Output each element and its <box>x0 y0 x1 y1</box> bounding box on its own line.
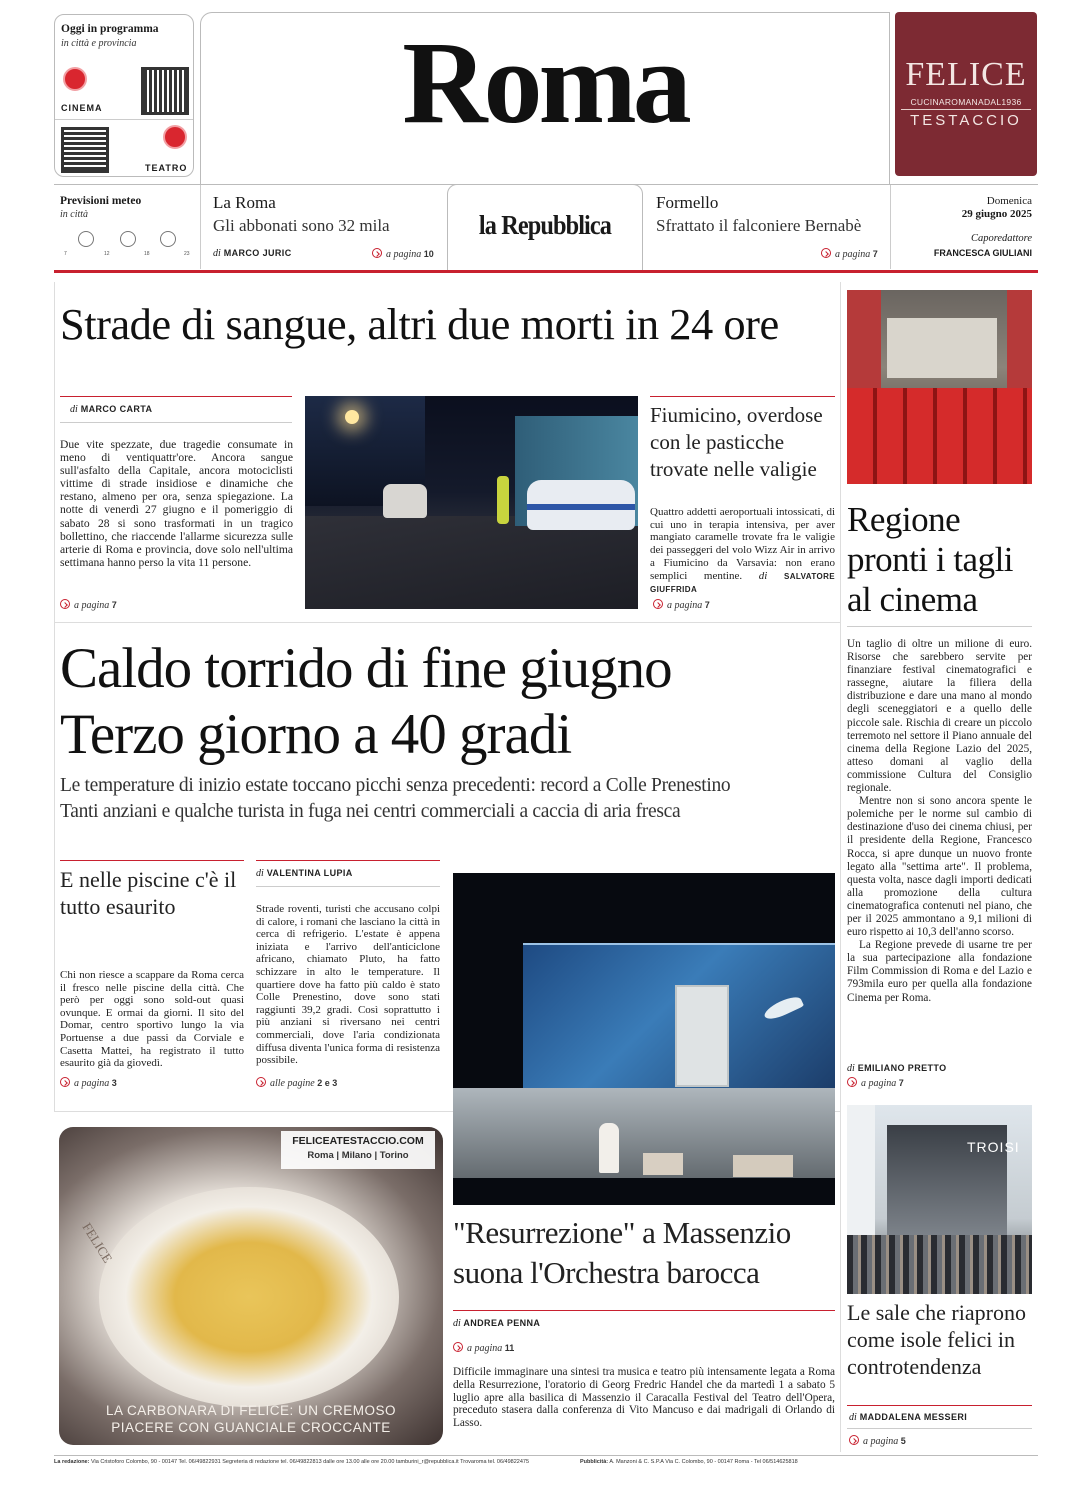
massenzio-headline[interactable]: "Resurrezione" a Massenzio suona l'Orchestra barocca <box>453 1215 791 1290</box>
felice-divider <box>901 109 1031 110</box>
felice-tagline: CUCINAROMANADAL1936 <box>910 97 1022 107</box>
meteo-subtitle: in città <box>60 209 89 220</box>
program-subtitle: in città e provincia <box>61 38 137 49</box>
heat-story-byline-rule <box>256 886 440 887</box>
meteo-hour: 23 <box>184 251 190 257</box>
footer-pubblicita: Pubblicità: A. Manzoni & C. S.P.A Via C. Colombo, 90 - 00147 Roma - Tel 06/514625818 <box>580 1459 798 1465</box>
heat-subhead-1: Le temperature di inizio estate toccano picchi senza precedenti: record a Colle Prenestino <box>60 775 731 796</box>
arrow-icon <box>60 599 70 609</box>
fiumicino-rule <box>650 396 835 397</box>
meteo-hour: 7 <box>64 251 67 257</box>
cinema-icon[interactable] <box>63 67 87 91</box>
cinema-label: CINEMA <box>61 103 103 113</box>
strip-left-title[interactable]: La Roma <box>213 193 276 212</box>
sun-icon <box>120 231 136 247</box>
sun-icon <box>160 231 176 247</box>
arrow-icon <box>60 1077 70 1087</box>
arrow-icon <box>256 1077 266 1087</box>
editor-role: Caporedattore <box>970 233 1032 244</box>
door-shape <box>675 985 729 1087</box>
troisi-sign: TROISI <box>967 1139 1020 1155</box>
heat-story-body: Strade roventi, turisti che accusano colpi di calore, i romani che lasciano la città in cerca di refrigerio. L'estate è appena iniziata e l'arrivo dell'anticiclone africano, chiamato Pluto, ha fatto schizzare in alto le temperature. Il quartiere dove ha fatto più caldo è stato Colle Prenestino, dove sono stati raggiunti 39,2 gradi. Così soprattutto i più anziani si riversano nei centri commerciali, dove l'aria condizionata diffusa diventa l'unica forma di resistenza possibile. <box>256 903 440 1067</box>
screen-shape <box>887 318 997 378</box>
regione-para-1: Un taglio di oltre un milione di euro. Risorse che sarebbero servite per finanziare festival cinematografici e rassegne, aiutare la filiera della distribuzione e dare una mano al mondo degli sceneggiatori e a quello delle piccole sale. Rischia di creare un piccolo terremoto nel settore il Piano annuale del cinema della Regione Lazio del 2025, atteso domani al vaglio della commissione Cultura del Consiglio regionale. <box>847 638 1032 795</box>
strip-right-ref[interactable]: a pagina 7 <box>821 247 878 260</box>
plate-shape <box>99 1187 399 1407</box>
massenzio-body: Difficile immaginare una sintesi tra musica e teatro più intensamente legata a Roma della Resurrezione, l'oratorio di Georg Fredric Handel che da martedì 1 a sabato 5 luglio apre alla basilica di Massenzio il Caracalla Festival del Teatro dell'Opera, preceduto stasera dalla conferenza di Vito Mancuso e dai madrigali di Orlando di Lasso. <box>453 1366 835 1430</box>
ad-caption-1: LA CARBONARA DI FELICE: UN CREMOSO <box>105 1403 397 1418</box>
arrow-icon <box>372 248 382 258</box>
theater-photo <box>453 873 835 1205</box>
sale-rule <box>847 1405 1032 1406</box>
sale-ref[interactable]: a pagina 5 <box>849 1434 906 1447</box>
wall-panel-shape <box>847 290 881 400</box>
sale-byline: di MADDALENA MESSERI <box>849 1412 968 1423</box>
box-shape <box>733 1155 793 1177</box>
regione-ref[interactable]: a pagina 7 <box>847 1076 904 1089</box>
car-shape <box>383 484 427 518</box>
ad-caption-2: PIACERE CON GUANCIALE CROCCANTE <box>111 1420 391 1435</box>
strip-right-subtitle[interactable]: Sfrattato il falconiere Bernabè <box>656 216 862 235</box>
crowd-shape <box>847 1235 1032 1294</box>
strip-red-rule <box>54 270 1038 273</box>
piscine-rule <box>60 860 244 861</box>
strip-left-subtitle[interactable]: Gli abbonati sono 32 mila <box>213 216 390 235</box>
heat-story-rule <box>256 860 440 861</box>
issue-day: Domenica <box>986 195 1032 207</box>
teatro-label: TEATRO <box>145 163 188 173</box>
massenzio-byline: di ANDREA PENNA <box>453 1318 541 1329</box>
fiumicino-body: Quattro addetti aeroportuali intossicati, di cui uno in terapia intensiva, per aver mangiato caramelle trovate fra le valigie dei passeggeri del volo Wizz Air in arrivo a Fiumicino da Varsavia: non erano semplici mentine. di SALVATORE GIUFFRIDA <box>650 506 835 595</box>
felice-top-ad[interactable] <box>895 12 1037 176</box>
felice-brand: FELICE <box>905 56 1027 93</box>
meteo-hour: 12 <box>104 251 110 257</box>
heat-story-ref[interactable]: alle pagine 2 e 3 <box>256 1076 337 1089</box>
felice-location: TESTACCIO <box>910 112 1022 129</box>
arrow-icon <box>821 248 831 258</box>
massenzio-ref[interactable]: a pagina 11 <box>453 1341 514 1354</box>
piscine-ref[interactable]: a pagina 3 <box>60 1076 117 1089</box>
police-car-stripe <box>527 504 635 510</box>
repubblica-logo: la Repubblica <box>478 210 612 240</box>
regione-body <box>847 638 1032 1005</box>
regione-rule <box>847 626 1032 627</box>
ad-cities: Roma | Milano | Torino <box>307 1150 409 1161</box>
issue-date: 29 giugno 2025 <box>961 208 1032 220</box>
lead-byline-rule <box>60 422 292 423</box>
teatro-icon[interactable] <box>163 125 187 149</box>
footer-redazione: La redazione: Via Cristoforo Colombo, 90 - 00147 Tel. 06/49822931 Segreteria di redazione tel. 06/49822813 dalle ore 13.00 alle ore 20.00 tamburini_r@repubblica.it Trovaroma tel. 06/49822475 <box>54 1459 530 1465</box>
program-divider <box>55 119 193 120</box>
piscine-body: Chi non riesce a scappare da Roma cerca il fresco nelle piscine della città. Che però per oggi sono sold-out quasi ovunque. E ormai da giorni. Il sito del Domar, centro sportivo lungo la via Portuense a due passi da Corviale e Casetta Mattei, ha registrato il tutto esaurito già da giovedì. <box>60 969 244 1070</box>
lead-bottom-rule <box>54 622 840 623</box>
teatro-qr-icon[interactable] <box>61 127 109 173</box>
felice-carbonara-ad[interactable] <box>59 1127 443 1445</box>
heat-subhead-2: Tanti anziani e qualche turista in fuga nei centri commerciali a caccia di aria fresca <box>60 801 681 822</box>
lead-rule <box>60 396 292 397</box>
massenzio-rule <box>453 1310 835 1311</box>
lead-byline: di MARCO CARTA <box>70 404 153 415</box>
heat-headline-2[interactable]: Terzo giorno a 40 gradi <box>60 703 572 766</box>
cinema-seats-photo <box>847 290 1032 484</box>
box-shape <box>643 1153 683 1175</box>
sale-byline-rule <box>847 1428 1032 1429</box>
arrow-icon <box>849 1435 859 1445</box>
piscine-headline[interactable]: E nelle piscine c'è il tutto esaurito <box>60 867 237 919</box>
regione-para-3: La Regione prevede di usarne tre per la sua partecipazione alla fondazione Film Commission di Roma e del Lazio e 793mila euro per quella alla fondazione Cinema per Roma. <box>847 939 1032 1004</box>
arrow-icon <box>653 599 663 609</box>
fiumicino-ref[interactable]: a pagina 7 <box>653 598 710 611</box>
program-box <box>54 14 194 177</box>
program-title: Oggi in programma <box>61 23 159 35</box>
footer-rule <box>54 1455 1038 1456</box>
sun-icon <box>78 231 94 247</box>
regione-para-2: Mentre non si sono ancora spente le polemiche per le norme sul cambio di destinazione d'uso dei cinema chiusi, per il presidente della Regione, Francesco Rocca, si apre dunque un nuovo fronte legato alla "settima arte". Il problema, questa volta, nasce dagli importi dedicati alla promozione della cultura cinematografica contenuti nel piano, che per il 2025 ammontano a 9,1 milioni di euro rispetto ai 10,3 dell'anno scorso. <box>847 795 1032 939</box>
heat-headline-1[interactable]: Caldo torrido di fine giugno <box>60 637 672 700</box>
editor-name: FRANCESCA GIULIANI <box>933 248 1032 258</box>
troisi-photo <box>847 1105 1032 1294</box>
fiumicino-headline[interactable]: Fiumicino, overdose con le pasticche trovate nelle valigie <box>650 403 823 481</box>
cinema-qr-icon[interactable] <box>141 67 189 115</box>
accident-photo <box>305 396 638 609</box>
officer-shape <box>497 476 509 524</box>
strip-left-byline: di MARCO JURIC <box>213 248 292 259</box>
ad-site[interactable]: FELICEATESTACCIO.COM <box>292 1135 424 1147</box>
strip-divider <box>200 185 201 269</box>
regione-headline[interactable]: Regione pronti i tagli al cinema <box>847 500 1014 619</box>
seats-shape <box>847 388 1032 484</box>
meteo-title: Previsioni meteo <box>60 195 142 207</box>
strip-right-title[interactable]: Formello <box>656 193 719 212</box>
lead-body: Due vite spezzate, due tragedie consumate in meno di ventiquattr'ore. Ancora sangue sull'asfalto della Capitale, ancora motociclisti vittime di strade insidiose e dinamiche che restano, almeno per ora, senza spiegazione. La notte di venerdì 27 giugno e il pomeriggio di sabato 28 si sono trasformati in un tragico bollettino, che riaccende l'allarme sicurezza sulle arterie di Roma e provincia, dove solo nell'ultima settimana hanno perso la vita 11 persone. <box>60 438 293 569</box>
arrow-icon <box>847 1077 857 1087</box>
masthead-title: Roma <box>402 17 688 148</box>
streetlight-shape <box>345 410 359 424</box>
regione-byline: di EMILIANO PRETTO <box>847 1063 947 1074</box>
meteo-box <box>54 185 198 269</box>
singer-shape <box>599 1123 619 1173</box>
lead-ref[interactable]: a pagina 7 <box>60 598 117 611</box>
heat-story-byline: di VALENTINA LUPIA <box>256 868 353 879</box>
sale-headline[interactable]: Le sale che riaprono come isole felici in controtendenza <box>847 1300 1026 1379</box>
arrow-icon <box>453 1342 463 1352</box>
meteo-hour: 18 <box>144 251 150 257</box>
lead-headline[interactable]: Strade di sangue, altri due morti in 24 ore <box>60 299 779 349</box>
strip-left-ref[interactable]: a pagina 10 <box>372 247 434 260</box>
strip-divider <box>890 185 891 269</box>
plate-brand: FELICE <box>79 1220 116 1266</box>
